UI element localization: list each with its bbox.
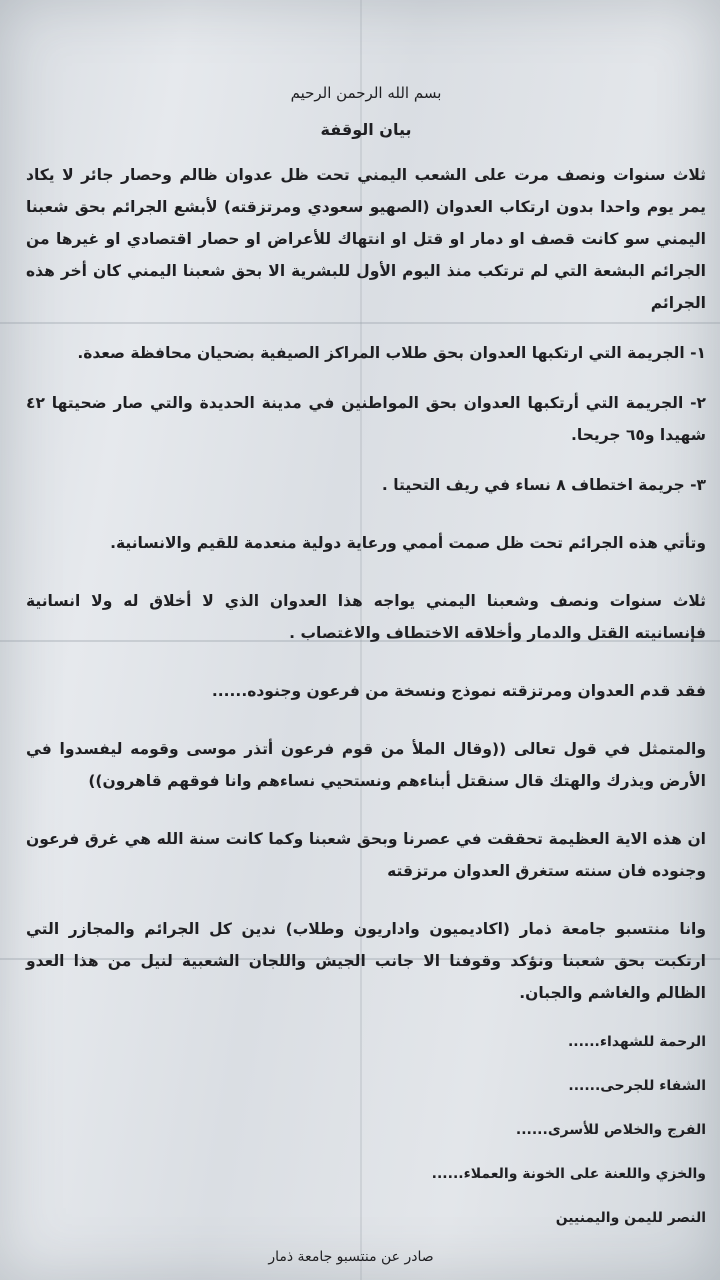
paragraph-silence: وتأتي هذه الجرائم تحت ظل صمت أممي ورعاية دولية منعدمة للقيم والانسانية. [110, 534, 706, 552]
closing-line: والخزي واللعنة على الخونة والعملاء...... [431, 1166, 706, 1182]
intro-paragraph: ثلاث سنوات ونصف مرت على الشعب اليمني تحت ظل عدوان ظالم وحصار جائر لا يكاد يمر يوم واحدا بدون ارتكاب العدوان (الصهيو سعودي ومرتزقته) لأبشع الجرائم بحق شعبنا اليمني سو كانت قصف او دمار او قتل او انتهاك للأعراض او حصار اقتصادي او غيرها من الجرائم البشعة التي لم ترتكب منذ اليوم الأول للبشرية الا بحق شعبنا اليمني كان أخر هذه الجرائم [26, 166, 706, 312]
paragraph-condemnation: وانا منتسبو جامعة ذمار (اكاديميون واداريون وطلاب) ندين كل الجرائم والمجازر التي ارتكبت بحق شعبنا ونؤكد وقوفنا الا جانب الجيش واللجان الشعبية لنيل من هذا العدو الظالم والغاشم والجبان. [26, 920, 706, 1002]
closing-line: الرحمة للشهداء...... [567, 1034, 706, 1050]
closing-line: الفرج والخلاص للأسرى...... [515, 1122, 706, 1138]
basmala: بسم الله الرحمن الرحيم [290, 84, 442, 102]
paragraph-verse-meaning: ان هذه الاية العظيمة تحققت في عصرنا وبحق شعبنا وكما كانت سنة الله هي غرق فرعون وجنوده فان سنته ستغرق العدوان مرتزقته [26, 830, 706, 880]
paragraph-pharaoh: فقد قدم العدوان ومرتزقته نموذج ونسخة من فرعون وجنوده...... [211, 682, 706, 700]
statement-title: بيان الوقفة [320, 120, 412, 139]
crime-item-3: ٣- جريمة اختطاف ٨ نساء في ريف التحيتا . [381, 476, 706, 494]
paragraph-verse: والمتمثل في قول تعالى ((وقال الملأ من قوم فرعون أتذر موسى وقومه ليفسدوا في الأرض ويذرك والهتك قال سنقتل أبناءهم ونستحيي نساءهم وانا فوقهم قاهرون)) [26, 740, 706, 790]
issuer-footer: صادر عن منتسبو جامعة ذمار [268, 1249, 434, 1265]
crime-item-2: ٢- الجريمة التي أرتكبها العدوان بحق المواطنين في مدينة الحديدة والتي صار ضحيتها ٤٢ شهيدا و٦٥ جريحا. [26, 394, 706, 444]
statement-body [26, 78, 706, 1265]
paragraph-aggression: ثلاث سنوات ونصف وشعبنا اليمني يواجه هذا العدوان الذي لا أخلاق له ولا انسانية فإنسانيته القتل والدمار وأخلاقه الاختطاف والاغتصاب . [26, 592, 706, 642]
closing-line: الشفاء للجرحى...... [568, 1078, 706, 1094]
crime-item-1: ١- الجريمة التي ارتكبها العدوان بحق طلاب المراكز الصيفية بضحيان محافظة صعدة. [77, 344, 706, 362]
closing-line: النصر لليمن واليمنيين [555, 1210, 706, 1226]
